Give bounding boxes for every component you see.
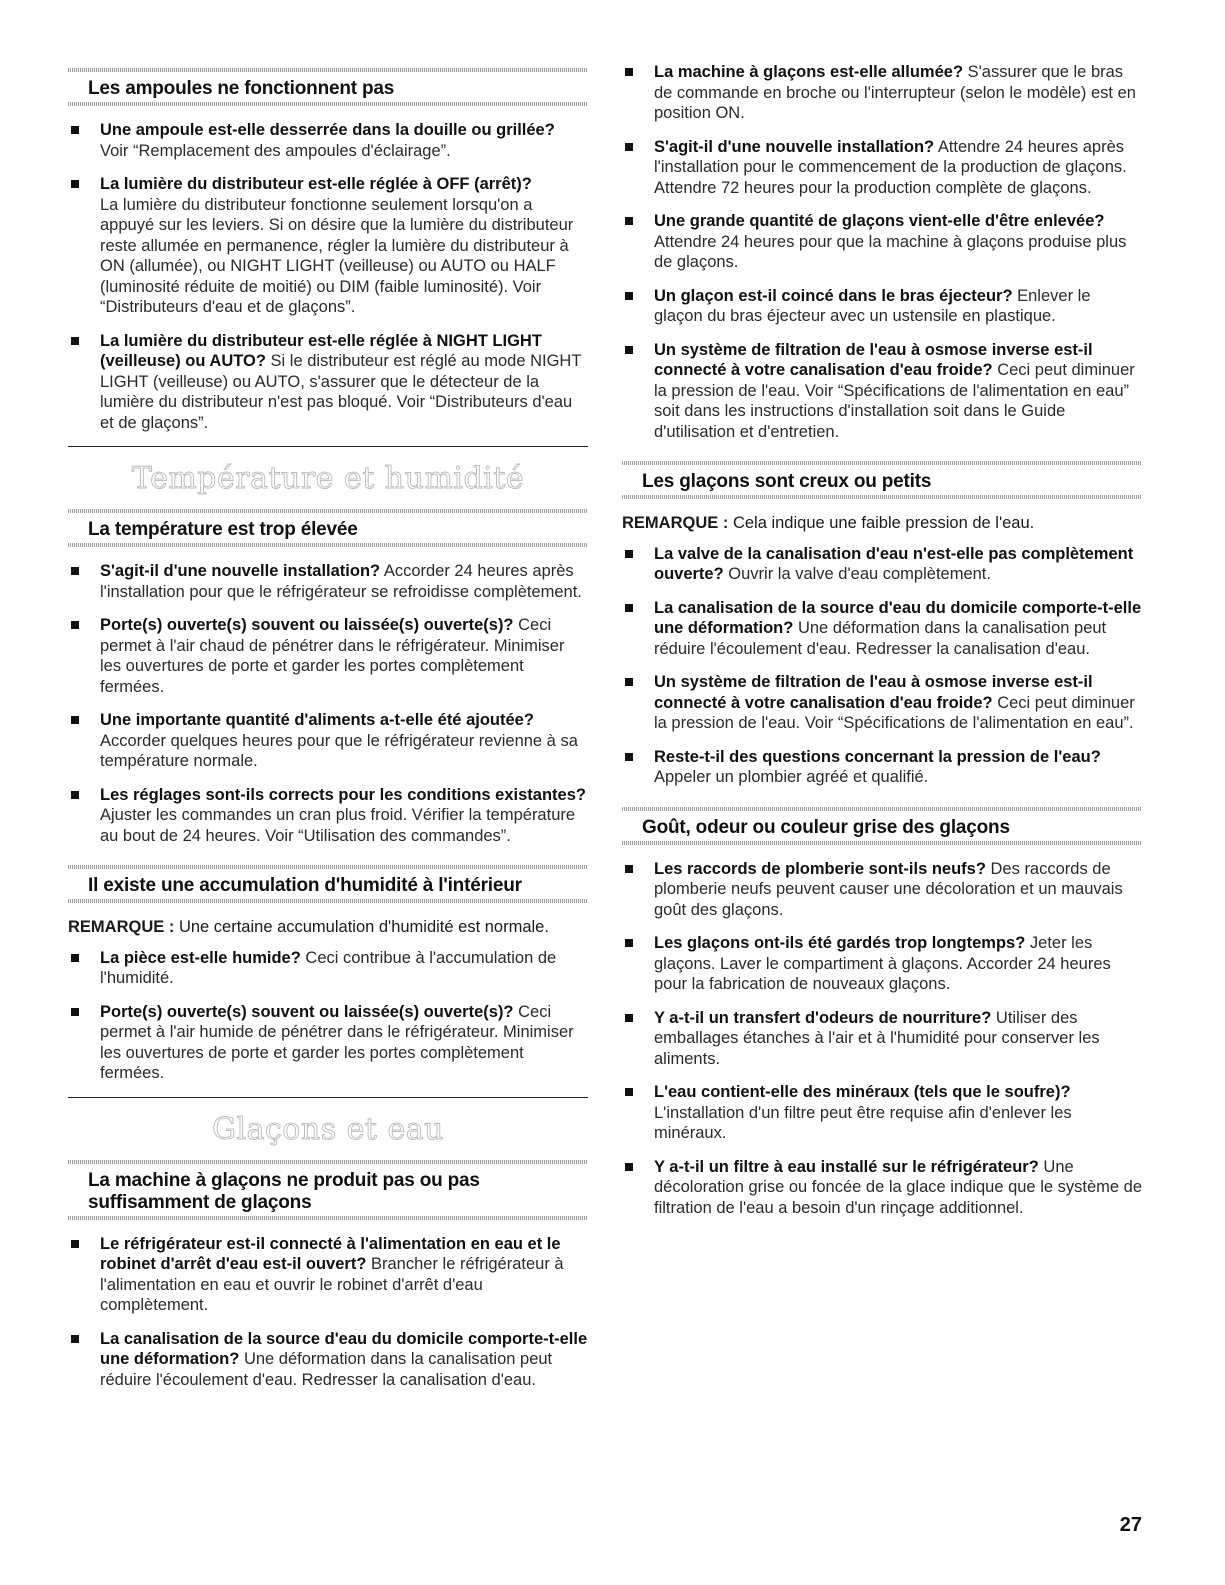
answer: Ceci peut diminuer la pression de l'eau. Voir “Spécifications de l'alimentation en eau” soit dans les instructions d'installation soit dans le Guide d'utilisation et d'entretien. — [654, 361, 1135, 441]
question: La lumière du distributeur est-elle réglée à OFF (arrêt)? — [100, 175, 532, 193]
question: Reste-t-il des questions concernant la pression de l'eau? — [654, 747, 1101, 766]
subheading-bulbs — [68, 62, 588, 106]
answer: Des raccords de plomberie neufs peuvent causer une décoloration et un mauvais goût des glaçons. — [654, 859, 1123, 919]
question: La canalisation de la source d'eau du domicile comporte-t-elle une déformation? — [100, 1329, 588, 1368]
list-item — [622, 544, 1142, 585]
question: La valve de la canalisation d'eau n'est-elle pas complètement ouverte? — [654, 544, 1134, 583]
list-item — [622, 340, 1142, 443]
left-column — [68, 62, 588, 1403]
question: Les raccords de plomberie sont-ils neufs? — [654, 859, 986, 878]
answer: Utiliser des emballages étanches à l'air et à l'humidité pour conserver les aliments. — [654, 1008, 1100, 1068]
list-item — [622, 137, 1142, 199]
square-bullet-icon — [625, 604, 633, 612]
subheading-temp — [68, 503, 588, 547]
right-column — [622, 62, 1142, 1231]
square-bullet-icon — [625, 678, 633, 686]
question: Un glaçon est-il coincé dans le bras éjecteur? — [654, 286, 1013, 305]
question: S'agit-il d'une nouvelle installation? — [100, 562, 381, 580]
list-item — [68, 120, 588, 161]
subheading-title: Les glaçons sont creux ou petits — [642, 471, 932, 492]
answer: Accorder 24 heures après l'installation pour que le réfrigérateur se refroidisse complètement. — [100, 562, 582, 601]
square-bullet-icon — [625, 292, 633, 300]
question: Porte(s) ouverte(s) souvent ou laissée(s) ouverte(s)? — [100, 1002, 514, 1021]
answer: Attendre 24 heures après l'installation pour le commencement de la production de glaçons. Attendre 72 heures pour la production complète de glaçons. — [654, 137, 1127, 197]
question: La pièce est-elle humide? — [100, 948, 301, 967]
answer: Si le distributeur est réglé au mode NIGHT LIGHT (veilleuse) ou AUTO, s'assurer que le détecteur de la lumière du distributeur n'est pas bloqué. Voir “Distributeurs d'eau et de glaçons”. — [100, 352, 582, 432]
answer: Jeter les glaçons. Laver le compartiment à glaçons. Accorder 24 heures pour la fabrication de nouveaux glaçons. — [654, 934, 1111, 993]
remark-text: Cela indique une faible pression de l'eau. — [732, 514, 1035, 532]
remark-label: REMARQUE : — [622, 514, 729, 532]
answer: Appeler un plombier agréé et qualifié. — [654, 768, 929, 786]
square-bullet-icon — [625, 753, 633, 761]
list-item — [622, 62, 1142, 124]
question: Porte(s) ouverte(s) souvent ou laissée(s) ouverte(s)? — [100, 616, 514, 634]
section-title-ice: Glaçons et eau — [212, 1111, 444, 1147]
square-bullet-icon — [71, 716, 79, 724]
page-number: 27 — [1119, 1514, 1142, 1536]
square-bullet-icon — [625, 1088, 633, 1096]
remark-text: Une certaine accumulation d'humidité est normale. — [178, 918, 549, 936]
question: L'eau contient-elle des minéraux (tels que le soufre)? — [654, 1083, 1071, 1101]
list-item — [622, 211, 1142, 273]
square-bullet-icon — [71, 1008, 79, 1016]
question: Un système de filtration de l'eau à osmose inverse est-il connecté à votre canalisation d'eau froide? — [654, 673, 1093, 712]
question: Un système de filtration de l'eau à osmose inverse est-il connecté à votre canalisation d'eau froide? — [654, 340, 1093, 379]
list-item — [68, 174, 588, 318]
answer: Une décoloration grise ou foncée de la glace indique que le système de filtration de l'eau a besoin d'un rinçage additionnel. — [654, 1157, 1142, 1217]
answer: Enlever le glaçon du bras éjecteur avec un ustensile en plastique. — [654, 286, 1091, 325]
answer: Ouvrir la valve d'eau complètement. — [728, 565, 991, 583]
subheading-hollow — [622, 455, 1142, 499]
question: S'agit-il d'une nouvelle installation? — [654, 137, 935, 156]
subheading-taste — [622, 801, 1142, 845]
subheading-title: Il existe une accumulation d'humidité à l'intérieur — [88, 875, 522, 896]
question: La machine à glaçons est-elle allumée? — [654, 63, 964, 81]
list-item — [622, 1008, 1142, 1070]
answer: L'installation d'un filtre peut être requise afin d'enlever les minéraux. — [654, 1103, 1072, 1142]
list-item — [68, 710, 588, 772]
remark — [622, 513, 1142, 534]
list-item — [68, 1234, 588, 1316]
list-item — [622, 672, 1142, 734]
answer: Attendre 24 heures pour que la machine à glaçons produise plus de glaçons. — [654, 232, 1127, 271]
answer: Ceci peut diminuer la pression de l'eau. Voir “Spécifications de l'alimentation en eau”. — [654, 693, 1135, 732]
answer: Une déformation dans la canalisation peut réduire l'écoulement d'eau. Redresser la canalisation d'eau. — [100, 1350, 553, 1389]
list-item — [68, 785, 588, 847]
list-item — [622, 1157, 1142, 1219]
answer: La lumière du distributeur fonctionne seulement lorsqu'on a appuyé sur les leviers. Si on désire que la lumière du distributeur reste allumée en permanence, régler la lumière du distributeur à ON (allumée), ou NIGHT LIGHT (veilleuse) ou AUTO ou HALF (luminosité réduite de moitié) ou DIM (faible luminosité). Voir “Distributeurs d'eau et de glaçons”. — [100, 195, 574, 316]
answer: Une déformation dans la canalisation peut réduire l'écoulement d'eau. Redresser la canalisation d'eau. — [654, 619, 1107, 658]
list-item — [622, 1082, 1142, 1144]
section-title-temperature: Température et humidité — [131, 461, 525, 496]
answer: Brancher le réfrigérateur à l'alimentation en eau et ouvrir le robinet d'arrêt d'eau complètement. — [100, 1255, 564, 1314]
square-bullet-icon — [71, 954, 79, 962]
square-bullet-icon — [71, 567, 79, 575]
question: Y a-t-il un filtre à eau installé sur le réfrigérateur? — [654, 1157, 1039, 1176]
question: Les réglages sont-ils corrects pour les conditions existantes? — [100, 785, 586, 804]
subheading-title: La température est trop élevée — [88, 519, 358, 540]
subheading-icemaker — [68, 1154, 588, 1220]
question: Une ampoule est-elle desserrée dans la douille ou grillée? — [100, 121, 555, 139]
question: La lumière du distributeur est-elle réglée à NIGHT LIGHT (veilleuse) ou AUTO? — [100, 331, 542, 370]
square-bullet-icon — [625, 1014, 633, 1022]
square-bullet-icon — [625, 143, 633, 151]
question: Les glaçons ont-ils été gardés trop longtemps? — [654, 934, 1026, 952]
square-bullet-icon — [625, 346, 633, 354]
square-bullet-icon — [625, 68, 633, 76]
answer: Ceci permet à l'air chaud de pénétrer dans le réfrigérateur. Minimiser les ouvertures de porte et garder les portes complètement fermées. — [100, 616, 565, 696]
list-item — [622, 747, 1142, 788]
square-bullet-icon — [625, 865, 633, 873]
list-item — [622, 933, 1142, 995]
square-bullet-icon — [625, 550, 633, 558]
square-bullet-icon — [71, 791, 79, 799]
answer: S'assurer que le bras de commande en broche ou l'interrupteur (selon le modèle) est en position ON. — [654, 63, 1136, 122]
square-bullet-icon — [71, 621, 79, 629]
square-bullet-icon — [71, 126, 79, 134]
question: Une grande quantité de glaçons vient-elle d'être enlevée? — [654, 212, 1105, 230]
answer: Ceci permet à l'air humide de pénétrer dans le réfrigérateur. Minimiser les ouvertures de porte et garder les portes complètement fermées. — [100, 1002, 574, 1082]
list-item — [68, 1329, 588, 1391]
list-item — [68, 1002, 588, 1084]
question: Y a-t-il un transfert d'odeurs de nourriture? — [654, 1008, 992, 1027]
list-item — [68, 948, 588, 989]
question: La canalisation de la source d'eau du domicile comporte-t-elle une déformation? — [654, 598, 1142, 637]
subheading-title: La machine à glaçons ne produit pas ou pas suffisamment de glaçons — [88, 1169, 480, 1213]
remark — [68, 917, 588, 938]
answer: Ceci contribue à l'accumulation de l'humidité. — [100, 948, 557, 987]
subheading-title: Goût, odeur ou couleur grise des glaçons — [642, 816, 1010, 838]
square-bullet-icon — [71, 337, 79, 345]
square-bullet-icon — [625, 217, 633, 225]
square-bullet-icon — [71, 1335, 79, 1343]
answer: Accorder quelques heures pour que le réfrigérateur revienne à sa température normale. — [100, 731, 578, 770]
square-bullet-icon — [71, 180, 79, 188]
list-item — [622, 859, 1142, 921]
square-bullet-icon — [625, 939, 633, 947]
list-item — [68, 561, 588, 602]
question: Le réfrigérateur est-il connecté à l'alimentation en eau et le robinet d'arrêt d'eau est-il ouvert? — [100, 1234, 561, 1273]
list-item — [622, 598, 1142, 660]
list-item — [68, 331, 588, 434]
question: Une importante quantité d'aliments a-t-elle été ajoutée? — [100, 711, 534, 729]
answer: Voir “Remplacement des ampoules d'éclairage”. — [100, 141, 451, 160]
square-bullet-icon — [625, 1163, 633, 1171]
list-item — [68, 615, 588, 697]
answer: Ajuster les commandes un cran plus froid. Vérifier la température au bout de 24 heures. Voir “Utilisation des commandes”. — [100, 806, 576, 845]
subheading-humidity — [68, 859, 588, 903]
subheading-title: Les ampoules ne fonctionnent pas — [88, 78, 395, 99]
square-bullet-icon — [71, 1240, 79, 1248]
list-item — [622, 286, 1142, 327]
remark-label: REMARQUE : — [68, 918, 175, 936]
